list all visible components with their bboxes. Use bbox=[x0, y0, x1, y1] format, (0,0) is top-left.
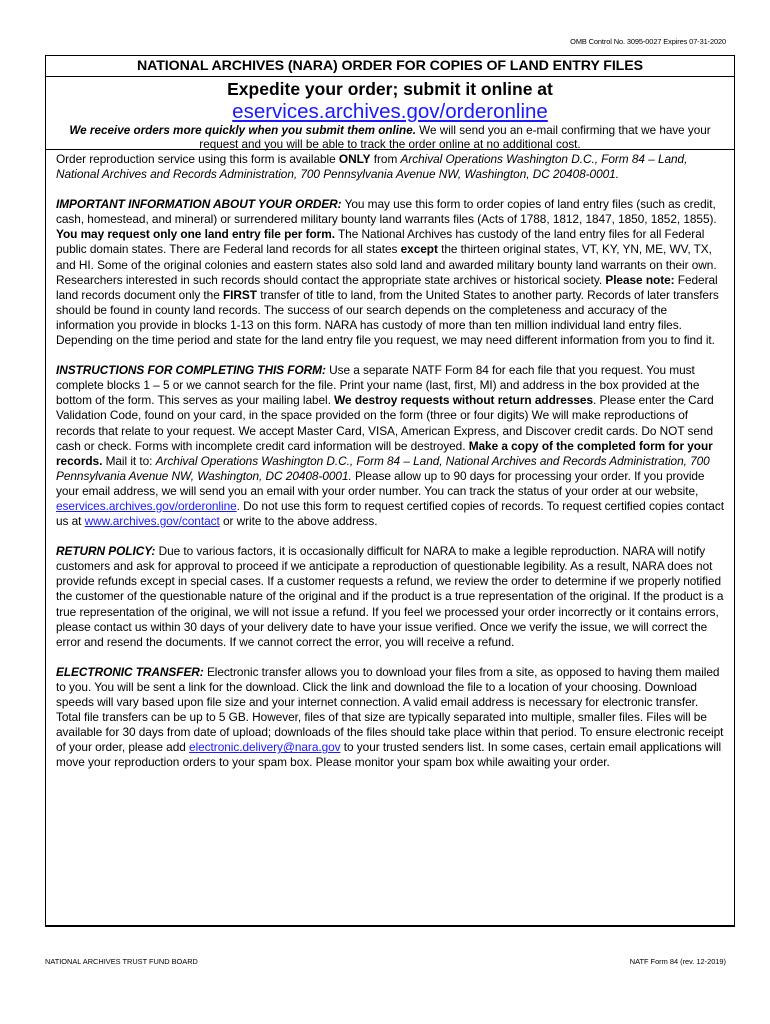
instructions-heading: INSTRUCTIONS FOR COMPLETING THIS FORM: bbox=[56, 363, 326, 378]
contact-link[interactable]: www.archives.gov/contact bbox=[84, 514, 220, 529]
order-tracking-link[interactable]: eservices.archives.gov/orderonline bbox=[56, 498, 237, 513]
form-title: NATIONAL ARCHIVES (NARA) ORDER FOR COPIES OF LAND ENTRY FILES bbox=[46, 56, 734, 77]
form-body bbox=[46, 150, 734, 770]
instructions-section: INSTRUCTIONS FOR COMPLETING THIS FORM: Use a separate NATF Form 84 for each file that you request. You must complete blocks 1 – 5 or we cannot search for the file. Print your name (last, first, MI) and address in the box provided at the bottom of the form. This serves as your mailing label. We destroy requests without return addresses. Please enter the Card Validation Code, found on your card, in the space provided on the form (three or four digits) We will make reproductions of records that relate to your request. We accept Master Card, VISA, American Express, and Discover credit cards. Do NOT send cash or check. Forms with incomplete credit card information will be destroyed. Make a copy of the completed form for your records. Mail it to: Archival Operations Washington D.C., Form 84 – Land, National Archives and Records Administration, 700 Pennsylvania Avenue NW, Washington, DC 20408-0001. Please allow up to 90 days for processing your order. If you provide your email address, we will send you an email with your order number. You can track the status of your order at our website, eservices.archives.gov/orderonline. Do not use this form to request certified copies of records. To request certified copies contact us at www.archives.gov/contact or write to the above address. bbox=[56, 363, 724, 529]
mailing-address: Archival Operations Washington D.C., Form 84 – Land, National Archives and Records Administration, 700 Pennsylvania Avenue NW, Washington, DC 20408-0001. bbox=[56, 152, 688, 182]
return-policy-heading: RETURN POLICY: bbox=[56, 544, 156, 559]
return-policy-section: RETURN POLICY: Due to various factors, it is occasionally difficult for NARA to make a legible reproduction. NARA will notify customers and ask for approval to proceed if we anticipate a reproduction of questionable legibility. As a result, NARA does not provide refunds except in special cases. If a customer requests a refund, we review the order to determine if we properly notified the customer of the questionable nature of the original and if the product is a true representation of the original. If the product is a true representation of the original, we will not issue a refund. If you feel we processed your order incorrectly or it contains errors, please contact us within 30 days of your delivery date to have your issue verified. Once we verify the issue, we will correct the error and resend the documents. If we cannot correct the error, you will receive a refund. bbox=[56, 544, 724, 649]
footer-form-revision: NATF Form 84 (rev. 12-2019) bbox=[629, 957, 726, 966]
omb-control-number: OMB Control No. 3095-0027 Expires 07-31-2020 bbox=[570, 37, 726, 46]
form-frame bbox=[45, 55, 735, 927]
delivery-email-link[interactable]: electronic.delivery@nara.gov bbox=[189, 740, 341, 755]
intro-paragraph: Order reproduction service using this form is available ONLY from Archival Operations Washington D.C., Form 84 – Land, National Archives and Records Administration, 700 Pennsylvania Avenue NW, Washington, DC 20408-0001. bbox=[56, 152, 688, 182]
mailing-address: Archival Operations Washington D.C., Form 84 – Land, National Archives and Records Administration, 700 Pennsylvania Avenue NW, Washington, DC 20408-0001. bbox=[56, 453, 710, 483]
footer-board-name: NATIONAL ARCHIVES TRUST FUND BOARD bbox=[45, 957, 198, 966]
online-order-box bbox=[46, 77, 734, 150]
online-benefit-bold: We receive orders more quickly when you submit them online. bbox=[69, 124, 416, 137]
order-online-link[interactable]: eservices.archives.gov/orderonline bbox=[232, 100, 548, 123]
expedite-heading: Expedite your order; submit it online at bbox=[227, 79, 553, 99]
electronic-transfer-section: ELECTRONIC TRANSFER: Electronic transfer allows you to download your files from a site, as opposed to having them mailed to you. You will be sent a link for the download. Click the link and download the file to a location of your choosing. Download speeds will vary based upon file size and your internet connection. A valid email address is necessary for electronic transfer. Total file transfers can be up to 5 GB. However, files of that size are typically separated into multiple, smaller files. Files will be available for 30 days from date of upload; downloads of the files should take place within that period. To ensure electronic receipt of your order, please add electronic.delivery@nara.gov to your trusted senders list. In some cases, certain email applications will move your reproduction orders to your spam box. Please monitor your spam box while awaiting your order. bbox=[56, 664, 724, 770]
electronic-transfer-heading: ELECTRONIC TRANSFER: bbox=[56, 664, 204, 679]
important-info-section: IMPORTANT INFORMATION ABOUT YOUR ORDER: You may use this form to order copies of land entry files (such as credit, cash, homestead, and mineral) or surrendered military bounty land warrants files (Acts of 1788, 1812, 1847, 1850, 1852, 1855). You may request only one land entry file per form. The National Archives has custody of the land entry files for all Federal public domain states. There are Federal land records for all states except the thirteen original states, VT, KY, YN, ME, WV, TX, and HI. Some of the original colonies and eastern states also sold land and awarded military bounty land warrants on their own. Researchers interested in such records should contact the appropriate state archives or historical society. Please note: Federal land records document only the FIRST transfer of title to land, from the United States to another party. Records of later transfers should be found in county land records. The success of our search depends on the completeness and accuracy of the information you provide in blocks 1-13 on this form. NARA has custody of more than ten million individual land entry files. Depending on the time period and state for the land entry file you request, we may need different information from you to find it. bbox=[56, 197, 719, 348]
important-heading: IMPORTANT INFORMATION ABOUT YOUR ORDER: bbox=[56, 197, 342, 212]
online-benefit-text: We receive orders more quickly when you submit them online. We will send you an e-mail confirming that we have your request and you will be able to track the order online at no additional cost. bbox=[69, 124, 711, 151]
